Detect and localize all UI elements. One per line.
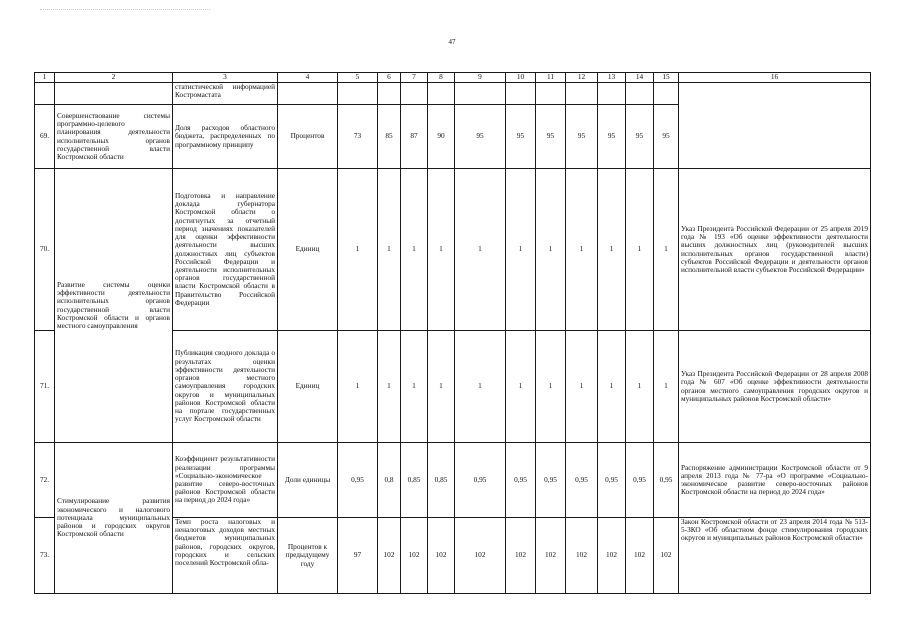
row-number: 70. xyxy=(35,169,55,331)
col-header-6: 6 xyxy=(378,73,401,83)
indicator-73: Темп роста налоговых и неналоговых доходов местных бюджетов муниципальных районов, городских округов, городских и сельских поселений Костромской обла- xyxy=(173,518,278,594)
value-cell: 0,85 xyxy=(428,443,455,518)
value-cell: 1 xyxy=(536,169,566,331)
value-cell: 95 xyxy=(598,105,626,169)
value-cell: 95 xyxy=(536,105,566,169)
value-cell: 1 xyxy=(654,169,679,331)
value-cell: 1 xyxy=(598,169,626,331)
value-cell: 102 xyxy=(654,518,679,594)
value-cell: 1 xyxy=(338,331,378,443)
col-header-12: 12 xyxy=(566,73,598,83)
row-number: 69. xyxy=(35,105,55,169)
value-cell: 90 xyxy=(428,105,455,169)
top-edge-mark xyxy=(40,9,210,10)
continuation-indicator: статистической информацией Костромастата xyxy=(173,83,278,105)
table-row-70 xyxy=(35,169,871,331)
col-header-13: 13 xyxy=(598,73,626,83)
value-cell: 1 xyxy=(506,169,536,331)
indicators-table xyxy=(34,72,871,594)
basis-70: Указ Президента Российской Федерации от 25 апреля 2019 года № 193 «Об оценке эффективности деятельности высших должностных лиц (руководителей высших исполнительных органов государственной власти) субъектов Российской Федерации и деятельности органов исполнительной власти субъектов Российской Федерации» xyxy=(679,169,871,331)
col-header-4: 4 xyxy=(278,73,338,83)
value-cell: 85 xyxy=(378,105,401,169)
row-number: 71. xyxy=(35,331,55,443)
value-cell: 0,95 xyxy=(455,443,506,518)
value-cell: 1 xyxy=(401,331,428,443)
col-header-16: 16 xyxy=(679,73,871,83)
row-number: 73. xyxy=(35,518,55,594)
row-number: 72. xyxy=(35,443,55,518)
value-cell: 95 xyxy=(566,105,598,169)
value-cell: 0,95 xyxy=(626,443,654,518)
value-cell: 95 xyxy=(506,105,536,169)
value-cell: 1 xyxy=(338,169,378,331)
value-cell: 102 xyxy=(378,518,401,594)
unit-72: Доли единицы xyxy=(278,443,338,518)
value-cell: 1 xyxy=(566,169,598,331)
col-header-9: 9 xyxy=(455,73,506,83)
value-cell: 1 xyxy=(598,331,626,443)
col-header-10: 10 xyxy=(506,73,536,83)
page-number: 47 xyxy=(448,38,456,46)
value-cell: 1 xyxy=(378,169,401,331)
value-cell: 95 xyxy=(654,105,679,169)
indicator-70: Подготовка и направление доклада губернатора Костромской области о достигнутых за отчетный период значениях показателей для оценки эффективности деятельности высших должностных лиц субъектов Российской Федерации и деятельности исполнительных органов государственной власти Костромской области в Правительство Российской Федерации xyxy=(173,169,278,331)
col-header-14: 14 xyxy=(626,73,654,83)
task-69: Совершенствование системы программно-целевого планирования деятельности исполнительных органов государственной власти Костромской области xyxy=(55,105,173,169)
value-cell: 1 xyxy=(654,331,679,443)
table-row-72 xyxy=(35,443,871,518)
value-cell: 1 xyxy=(428,169,455,331)
basis-72: Распоряжение администрации Костромской области от 9 апреля 2013 года № 77-ра «О программе «Социально-экономическое развитие северо-восточных районов Костромской области на период до 2024 года» xyxy=(679,443,871,518)
basis-73: Закон Костромской области от 23 апреля 2014 года № 513-5-ЗКО «Об областном фонде стимулирования городских округов и муниципальных районов Костромской области» xyxy=(679,518,871,594)
indicator-72: Коэффициент результативности реализации программы «Социально-экономическое развитие северо-восточных районов Костромской области на период до 2024 года» xyxy=(173,443,278,518)
value-cell: 1 xyxy=(401,169,428,331)
value-cell: 102 xyxy=(428,518,455,594)
value-cell: 1 xyxy=(378,331,401,443)
unit-70: Единиц xyxy=(278,169,338,331)
value-cell: 1 xyxy=(566,331,598,443)
value-cell: 0,95 xyxy=(566,443,598,518)
value-cell: 102 xyxy=(626,518,654,594)
value-cell: 1 xyxy=(506,331,536,443)
col-header-1: 1 xyxy=(35,73,55,83)
value-cell: 0,85 xyxy=(401,443,428,518)
basis-69 xyxy=(679,83,871,169)
col-header-7: 7 xyxy=(401,73,428,83)
unit-73: Процентов к предыдущему году xyxy=(278,518,338,594)
value-cell: 102 xyxy=(401,518,428,594)
col-header-15: 15 xyxy=(654,73,679,83)
indicator-69: Доля расходов областного бюджета, распределенных по программному принципу xyxy=(173,105,278,169)
value-cell: 102 xyxy=(506,518,536,594)
unit-69: Процентов xyxy=(278,105,338,169)
header-row xyxy=(35,73,871,83)
value-cell: 0,95 xyxy=(506,443,536,518)
value-cell: 0,95 xyxy=(338,443,378,518)
value-cell: 102 xyxy=(566,518,598,594)
value-cell: 95 xyxy=(626,105,654,169)
value-cell: 0,95 xyxy=(536,443,566,518)
value-cell: 1 xyxy=(428,331,455,443)
value-cell: 73 xyxy=(338,105,378,169)
col-header-5: 5 xyxy=(338,73,378,83)
indicator-71: Публикация сводного доклада о результатах оценки эффективности деятельности органов местного самоуправления городских округов и муниципальных районов Костромской области на портале государственных услуг Костромской области xyxy=(173,331,278,443)
col-header-8: 8 xyxy=(428,73,455,83)
value-cell: 1 xyxy=(626,331,654,443)
col-header-11: 11 xyxy=(536,73,566,83)
value-cell: 97 xyxy=(338,518,378,594)
task-70-71: Развитие системы оценки эффективности деятельности исполнительных органов государственной власти Костромской области и органов местного самоуправления xyxy=(55,169,173,443)
basis-71: Указ Президента Российской Федерации от 28 апреля 2008 года № 607 «Об оценке эффективности деятельности органов местного самоуправления городских округов и муниципальных районов Костромской области» xyxy=(679,331,871,443)
value-cell: 87 xyxy=(401,105,428,169)
value-cell: 102 xyxy=(536,518,566,594)
continuation-row xyxy=(35,83,871,105)
value-cell: 0,95 xyxy=(598,443,626,518)
value-cell: 95 xyxy=(455,105,506,169)
value-cell: 102 xyxy=(598,518,626,594)
value-cell: 102 xyxy=(455,518,506,594)
col-header-2: 2 xyxy=(55,73,173,83)
value-cell: 1 xyxy=(455,331,506,443)
value-cell: 1 xyxy=(455,169,506,331)
task-72-73: Стимулирование развития экономического и налогового потенциала муниципальных районов и городских округов Костромской области xyxy=(55,443,173,594)
value-cell: 1 xyxy=(626,169,654,331)
value-cell: 0,8 xyxy=(378,443,401,518)
value-cell: 0,95 xyxy=(654,443,679,518)
unit-71: Единиц xyxy=(278,331,338,443)
value-cell: 1 xyxy=(536,331,566,443)
col-header-3: 3 xyxy=(173,73,278,83)
